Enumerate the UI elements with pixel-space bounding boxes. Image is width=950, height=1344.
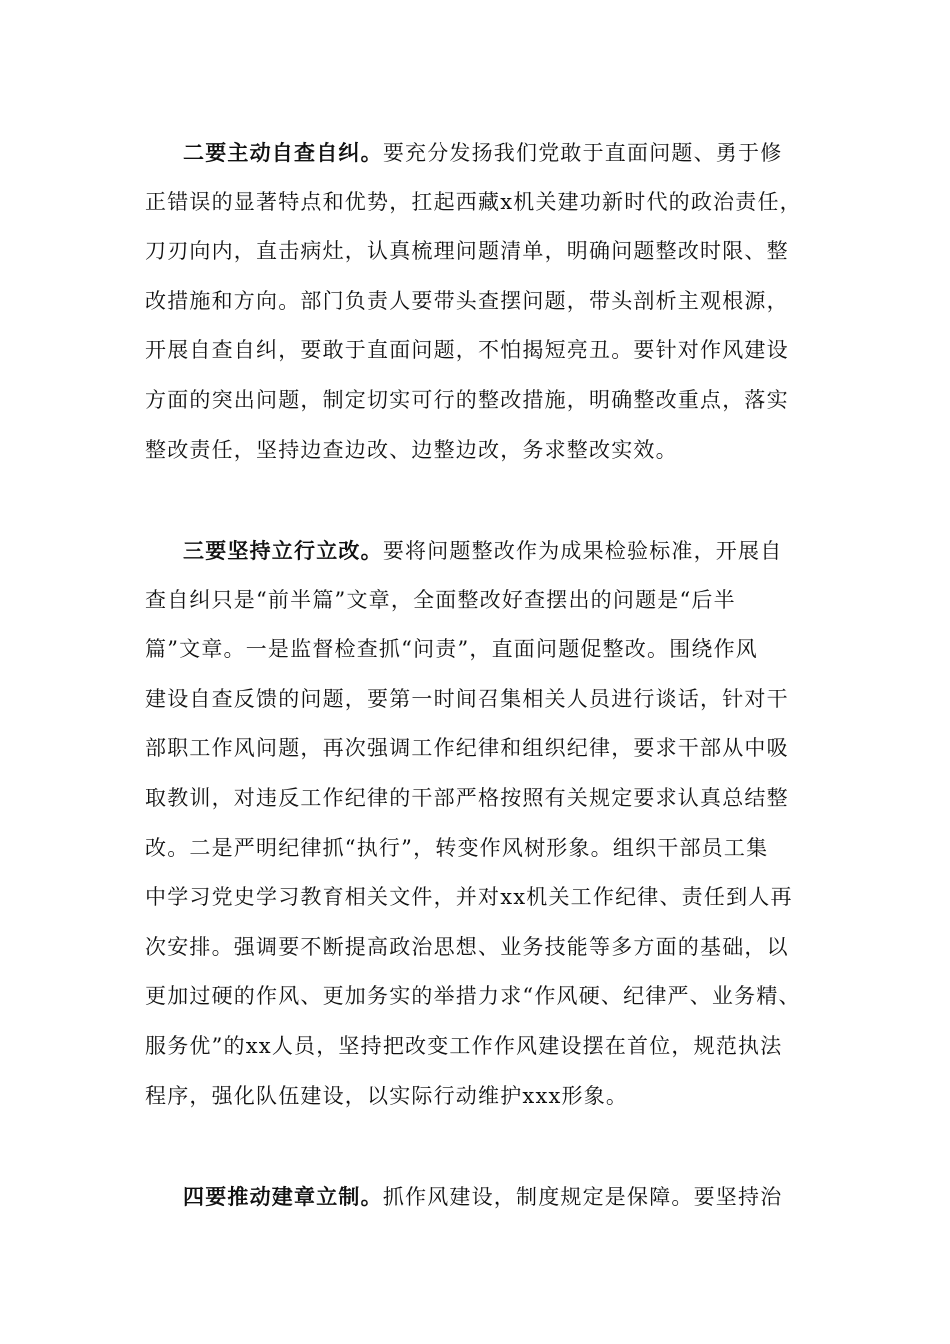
paragraph-line: 刀刃向内，直击病灶，认真梳理问题清单，明确问题整改时限、整 xyxy=(145,239,789,264)
paragraph-line: 更加过硬的作风、更加务实的举措力求“作风硬、纪律严、业务精、 xyxy=(145,984,801,1009)
paragraph-heading: 四要推动建章立制。 xyxy=(183,1184,383,1209)
paragraph-line: 篇”文章。一是监督检查抓“问责”，直面问题促整改。围绕作风 xyxy=(145,637,759,662)
paragraph-text: 要充分发扬我们党敢于直面问题、勇于修 xyxy=(382,141,783,165)
paragraph-first-line xyxy=(145,128,825,178)
paragraph-first-line xyxy=(145,526,825,576)
paragraph-line: 整改责任，坚持边查边改、边整边改，务求整改实效。 xyxy=(145,437,678,462)
paragraph-line: 正错误的显著特点和优势，扛起西藏x机关建功新时代的政治责任， xyxy=(145,189,802,214)
paragraph-text: 要将问题整改作为成果检验标准，开展自 xyxy=(382,539,783,563)
paragraph-line: 方面的突出问题，制定切实可行的整改措施，明确整改重点，落实 xyxy=(145,387,789,412)
paragraph-line: 开展自查自纠，要敢于直面问题，不怕揭短亮丑。要针对作风建设 xyxy=(145,338,789,363)
paragraph-line: 建设自查反馈的问题，要第一时间召集相关人员进行谈话，针对干 xyxy=(145,686,789,711)
paragraph-line: 改措施和方向。部门负责人要带头查摆问题，带头剖析主观根源， xyxy=(145,288,789,313)
paragraph-line: 次安排。强调要不断提高政治思想、业务技能等多方面的基础，以 xyxy=(145,934,789,959)
paragraph-line: 中学习党史学习教育相关文件，并对xx机关工作纪律、责任到人再 xyxy=(145,885,793,910)
paragraph-heading: 二要主动自查自纠。 xyxy=(183,140,383,165)
paragraph-line: 部职工作风问题，再次强调工作纪律和组织纪律，要求干部从中吸 xyxy=(145,736,789,761)
paragraph-self-inspection xyxy=(145,128,825,475)
paragraph-line: 程序，强化队伍建设，以实际行动维护xxx形象。 xyxy=(145,1083,629,1108)
paragraph-first-line xyxy=(145,1172,825,1222)
paragraph-line: 改。二是严明纪律抓“执行”，转变作风树形象。组织干部员工集 xyxy=(145,835,769,860)
paragraph-line: 查自纠只是“前半篇”文章，全面整改好查摆出的问题是“后半 xyxy=(145,587,736,612)
paragraph-heading: 三要坚持立行立改。 xyxy=(183,538,383,563)
paragraph-line: 服务优”的xx人员，坚持把改变工作作风建设摆在首位，规范执法 xyxy=(145,1033,783,1058)
paragraph-immediate-rectification xyxy=(145,526,825,1121)
paragraph-text: 抓作风建设，制度规定是保障。要坚持治 xyxy=(382,1185,783,1209)
paragraph-line: 取教训，对违反工作纪律的干部严格按照有关规定要求认真总结整 xyxy=(145,785,789,810)
paragraph-institution-building xyxy=(145,1172,825,1222)
